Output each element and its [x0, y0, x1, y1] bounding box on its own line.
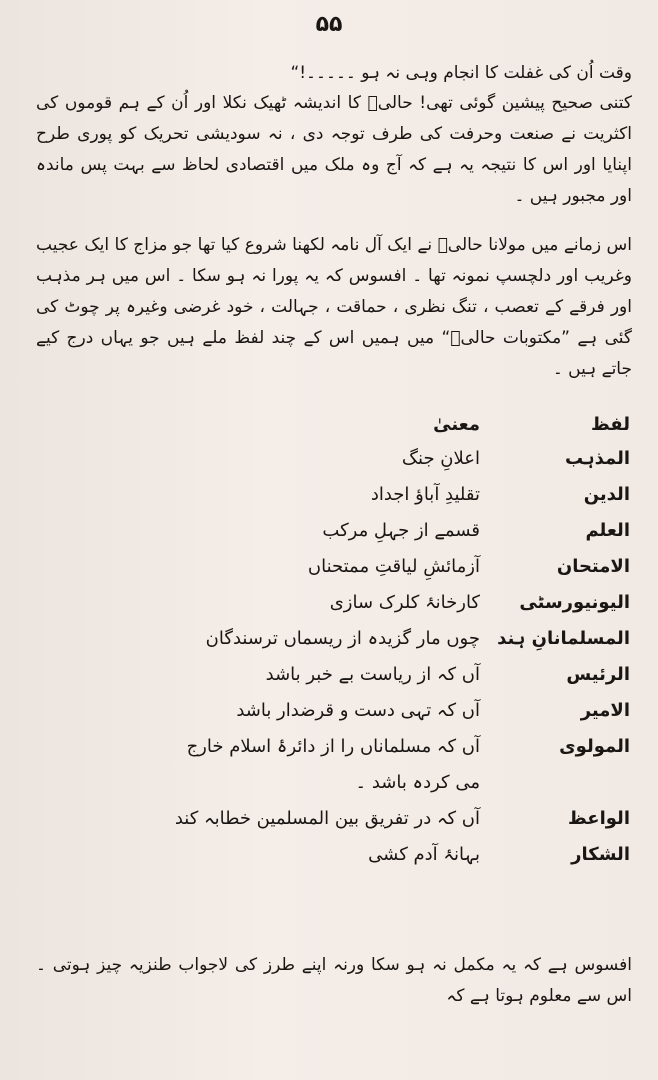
- glossary-term: المولوی: [559, 735, 630, 757]
- glossary-term: الرئیس: [566, 663, 630, 685]
- glossary-meaning: آں کہ تہی دست و قرضدار باشد: [236, 699, 480, 721]
- glossary-term: المسلمانانِ ہند: [497, 627, 630, 649]
- glossary-meaning: آں کہ در تفریق بین المسلمین خطابہ کند: [174, 807, 480, 829]
- glossary-term: الامیر: [580, 699, 630, 721]
- glossary-header-meaning: معنیٰ: [433, 413, 480, 435]
- paragraph-intro-glossary: اس زمانے میں مولانا حالیؔ نے ایک آل نامہ لکھنا شروع کیا تھا جو مزاج کا ایک عجیب وغریب اور دلچسپ نمونہ تھا ۔ افسوس کہ یہ پورا نہ ہو سکا ۔ اس میں ہر مذہب اور فرقے کے تعصب ، تنگ نظری ، حماقت ، جہالت ، خود غرضی وغیرہ پر چوٹ کی گئی ہے ”مکتوبات حالیؔ“ میں ہمیں اس کے چند لفظ ملے ہیں جو یہاں درج کیے جاتے ہیں ۔: [36, 235, 632, 379]
- glossary-header: [130, 408, 630, 440]
- glossary-meaning: قسمے از جہلِ مرکب: [322, 519, 480, 541]
- glossary-term: العلم: [585, 519, 630, 541]
- glossary-list: [130, 408, 630, 872]
- paragraph-prophecy: کتنی صحیح پیشین گوئی تھی! حالیؔ کا اندیشہ ٹھیک نکلا اور اُن کے ہم قوموں کی اکثریت نے صنعت وحرفت کی طرف توجہ دی ، نہ سودیشی تحریک کو پوری طرح اپنایا اور اس کا نتیجہ یہ ہے کہ آج وہ ملک میں اقتصادی لحاظ سے بہت پس ماندہ اور مجبور ہیں ۔: [36, 93, 632, 206]
- glossary-row: [130, 836, 630, 872]
- paragraph-quote-end: وقت اُن کی غفلت کا انجام وہی نہ ہو ۔۔۔۔۔!“: [290, 63, 632, 83]
- glossary-header-term: لفظ: [591, 413, 630, 435]
- glossary-row: [130, 692, 630, 728]
- page-number: ۵۵: [315, 12, 343, 37]
- glossary-meaning: بہانۂ آدم کشی: [368, 843, 480, 865]
- glossary-term: الشکار: [571, 843, 630, 865]
- glossary-term: المذہب: [565, 447, 630, 469]
- glossary-meaning: آں کہ مسلماناں را از دائرۂ اسلام خارج: [186, 735, 480, 757]
- glossary-row: [130, 548, 630, 584]
- glossary-row: [130, 476, 630, 512]
- glossary-row: [130, 440, 630, 476]
- glossary-term: الواعظ: [568, 807, 630, 829]
- glossary-meaning: تقلیدِ آباؤ اجداد: [370, 483, 480, 505]
- glossary-meaning: چوں مار گزیدہ از ریسماں ترسندگان: [205, 627, 480, 649]
- glossary-row: [130, 728, 630, 764]
- glossary-meaning: آزمائشِ لیاقتِ ممتحناں: [307, 555, 480, 577]
- glossary-meaning: می کردہ باشد ۔: [355, 771, 480, 793]
- glossary-meaning: کارخانۂ کلرک سازی: [329, 591, 480, 613]
- glossary-row-continuation: [130, 764, 630, 800]
- glossary-row: [130, 584, 630, 620]
- glossary-meaning: آں کہ از ریاست بے خبر باشد: [265, 663, 480, 685]
- glossary-row: [130, 656, 630, 692]
- glossary-meaning: اعلانِ جنگ: [401, 447, 480, 469]
- glossary-term: الامتحان: [556, 555, 630, 577]
- glossary-row: [130, 620, 630, 656]
- glossary-term: الیونیورسٹی: [519, 591, 630, 613]
- glossary-row: [130, 800, 630, 836]
- glossary-row: [130, 512, 630, 548]
- paragraph-closing: افسوس ہے کہ یہ مکمل نہ ہو سکا ورنہ اپنے طرز کی لاجواب طنزیہ چیز ہوتی ۔ اس سے معلوم ہوتا ہے کہ: [36, 955, 632, 1006]
- glossary-term: الدین: [583, 483, 630, 505]
